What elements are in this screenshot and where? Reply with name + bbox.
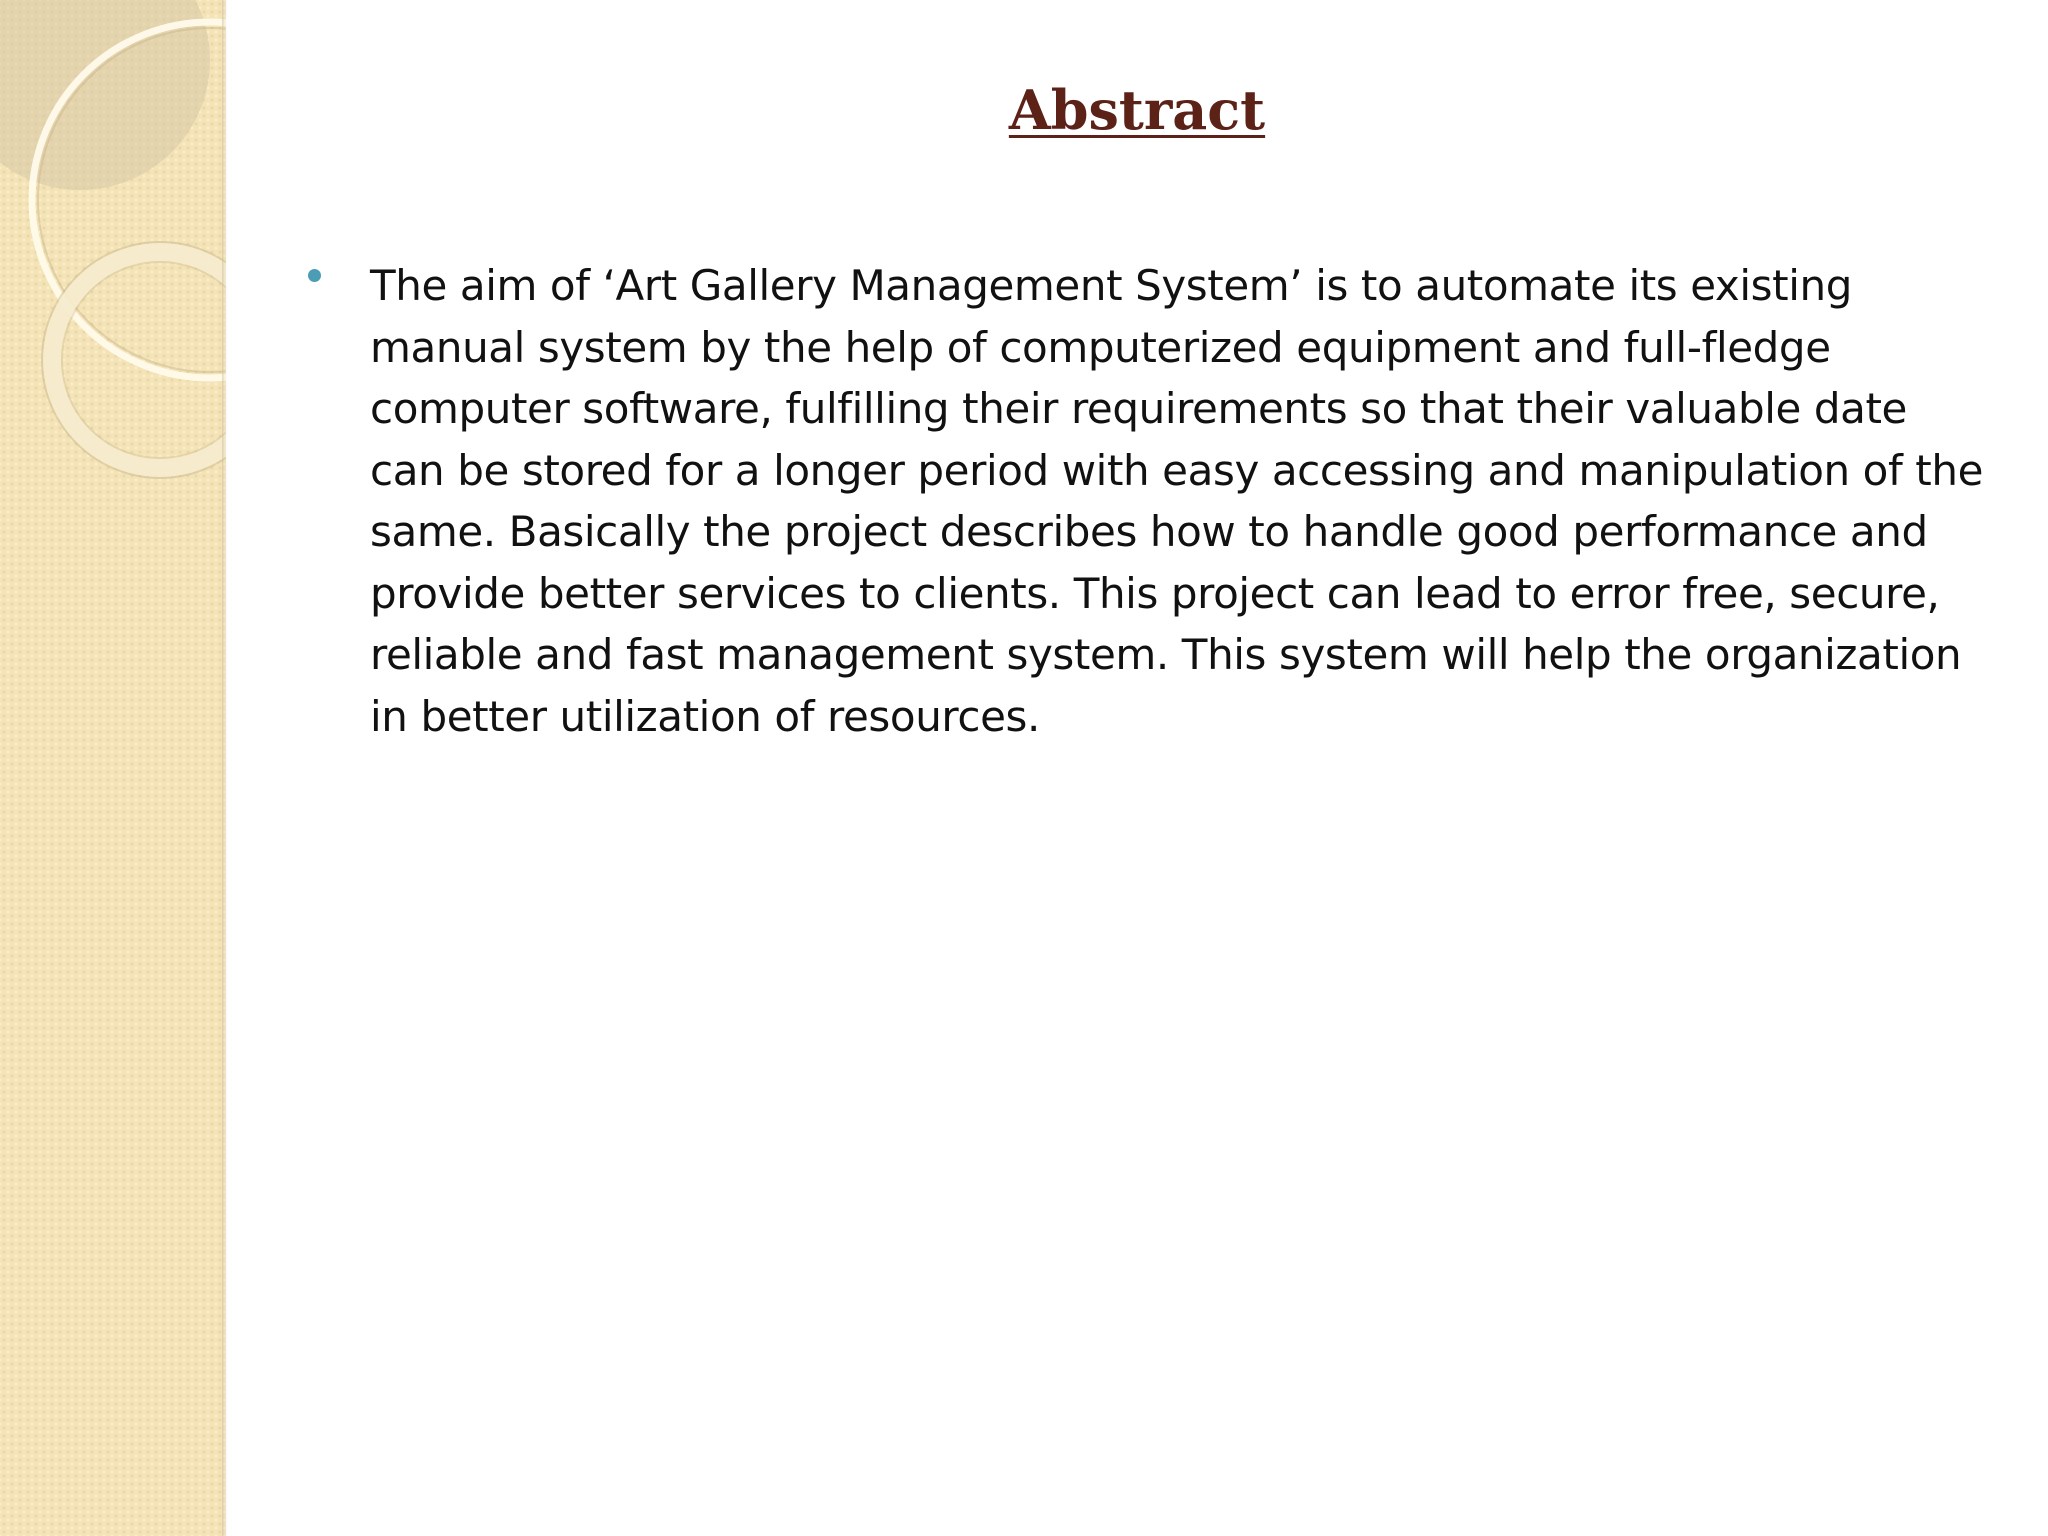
- decorative-disc: [0, 0, 210, 190]
- decorative-circles-graphic: [0, 0, 226, 1536]
- bullet-dot-icon: [308, 269, 321, 282]
- slide-title: Abstract: [1008, 78, 1266, 142]
- bullet-list: [298, 255, 1988, 747]
- decorative-side-panel: [0, 0, 226, 1536]
- bullet-text: The aim of ‘Art Gallery Management System’ is to automate its existing manual system by the help of computerized equipment and full-fledge computer software, fulfilling their requirements so that their valuable date can be stored for a longer period with easy accessing and manipulation of the same. Basically the project describes how to handle good performance and provide better services to clients. This project can lead to error free, secure, reliable and fast management system. This system will help the organization in better utilization of resources.: [370, 261, 1984, 741]
- bullet-item: [298, 255, 1988, 747]
- side-panel-divider: [222, 0, 228, 1536]
